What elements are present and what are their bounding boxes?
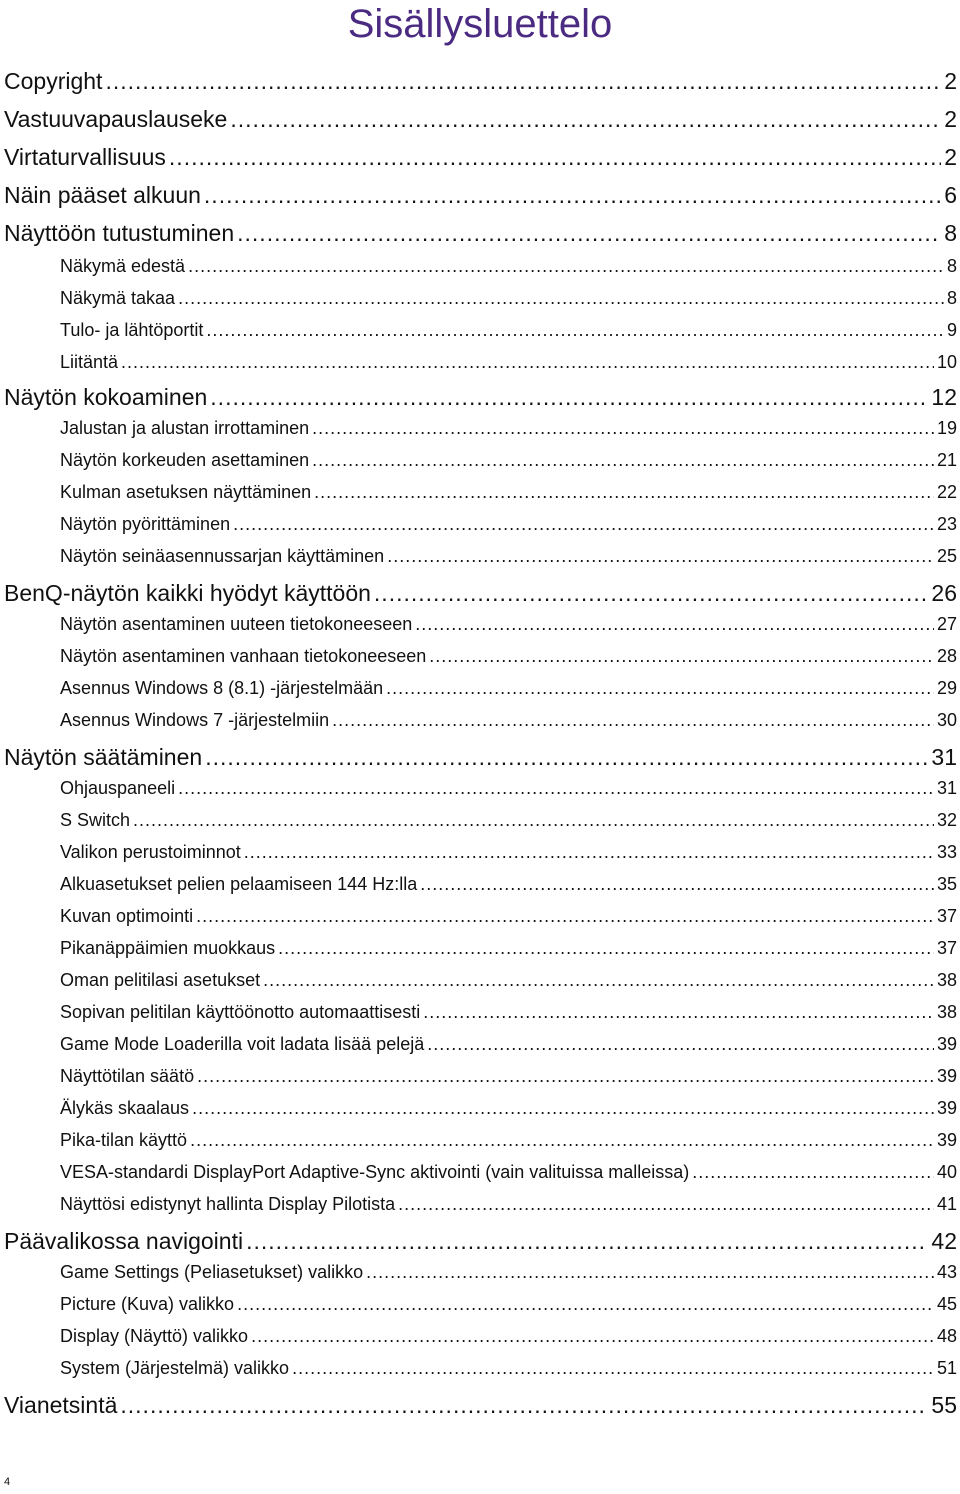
toc-dot-leader <box>427 1034 934 1055</box>
toc-entry[interactable] <box>60 810 957 831</box>
toc-dot-leader <box>332 710 934 731</box>
toc-entry-label: Näkymä edestä <box>60 256 186 276</box>
toc-entry-page: 39 <box>936 1130 957 1150</box>
toc-entry[interactable] <box>4 384 957 411</box>
toc-entry[interactable] <box>4 1392 957 1419</box>
toc-entry[interactable] <box>60 1002 957 1023</box>
toc-entry[interactable] <box>60 482 957 503</box>
toc-entry-label: Asennus Windows 8 (8.1) -järjestelmään <box>60 678 384 698</box>
toc-entry-page: 21 <box>936 450 957 470</box>
toc-entry[interactable] <box>60 678 957 699</box>
toc-entry-page: 27 <box>936 614 957 634</box>
toc-dot-leader <box>423 1002 934 1023</box>
toc-entry-page: 9 <box>946 320 957 340</box>
toc-dot-leader <box>205 744 928 771</box>
toc-entry-page: 8 <box>944 220 957 246</box>
toc-entry-page: 51 <box>936 1358 957 1378</box>
toc-entry-page: 39 <box>936 1034 957 1054</box>
toc-entry-label: Virtaturvallisuus <box>4 144 166 170</box>
toc-entry[interactable] <box>60 874 957 895</box>
toc-entry-label: Picture (Kuva) valikko <box>60 1294 235 1314</box>
toc-entry-label: Sopivan pelitilan käyttöönotto automaattisesti <box>60 1002 421 1022</box>
toc-entry[interactable] <box>60 1262 957 1283</box>
toc-entry[interactable] <box>4 106 957 133</box>
toc-entry-page: 19 <box>936 418 957 438</box>
toc-entry-page: 10 <box>936 352 957 372</box>
page-title: Sisällysluettelo <box>347 2 613 46</box>
toc-entry-page: 22 <box>936 482 957 502</box>
toc-dot-leader <box>244 842 934 863</box>
toc-entry-page: 23 <box>936 514 957 534</box>
toc-entry-page: 39 <box>936 1066 957 1086</box>
toc-dot-leader <box>178 288 944 309</box>
toc-dot-leader <box>105 68 941 95</box>
toc-entry-label: Vianetsintä <box>4 1392 118 1418</box>
toc-entry-label: Näyttötilan säätö <box>60 1066 195 1086</box>
toc-entry-page: 12 <box>931 384 957 410</box>
toc-entry-label: Näytön korkeuden asettaminen <box>60 450 310 470</box>
toc-entry[interactable] <box>60 842 957 863</box>
toc-entry[interactable] <box>60 1326 957 1347</box>
toc-dot-leader <box>204 182 941 209</box>
toc-entry-label: Oman pelitilasi asetukset <box>60 970 261 990</box>
toc-entry-label: Game Mode Loaderilla voit ladata lisää pelejä <box>60 1034 425 1054</box>
toc-dot-leader <box>230 106 941 133</box>
toc-dot-leader <box>386 678 934 699</box>
toc-entry-label: Asennus Windows 7 -järjestelmiin <box>60 710 330 730</box>
toc-entry[interactable] <box>60 778 957 799</box>
toc-entry-page: 2 <box>944 144 957 170</box>
toc-entry[interactable] <box>60 546 957 567</box>
toc-dot-leader <box>292 1358 934 1379</box>
toc-dot-leader <box>420 874 934 895</box>
toc-entry[interactable] <box>4 744 957 771</box>
toc-entry[interactable] <box>4 220 957 247</box>
toc-entry-label: Näkymä takaa <box>60 288 176 308</box>
toc-entry-page: 26 <box>931 580 957 606</box>
toc-dot-leader <box>196 906 934 927</box>
toc-entry[interactable] <box>60 1034 957 1055</box>
toc-entry[interactable] <box>60 970 957 991</box>
toc-entry-page: 48 <box>936 1326 957 1346</box>
toc-entry-page: 31 <box>931 744 957 770</box>
toc-dot-leader <box>251 1326 934 1347</box>
toc-entry-label: Valikon perustoiminnot <box>60 842 241 862</box>
toc-entry[interactable] <box>60 938 957 959</box>
toc-entry-label: Liitäntä <box>60 352 119 372</box>
toc-entry[interactable] <box>60 320 957 341</box>
toc-entry[interactable] <box>60 1294 957 1315</box>
toc-dot-leader <box>374 580 928 607</box>
toc-entry-label: Kulman asetuksen näyttäminen <box>60 482 312 502</box>
toc-entry[interactable] <box>4 1228 957 1255</box>
toc-entry[interactable] <box>60 288 957 309</box>
toc-entry[interactable] <box>60 614 957 635</box>
toc-entry-page: 33 <box>936 842 957 862</box>
toc-dot-leader <box>278 938 934 959</box>
toc-entry-label: Game Settings (Peliasetukset) valikko <box>60 1262 364 1282</box>
toc-dot-leader <box>237 1294 934 1315</box>
toc-entry-page: 31 <box>936 778 957 798</box>
page-number: 4 <box>4 1476 11 1488</box>
toc-entry-label: Display (Näyttö) valikko <box>60 1326 249 1346</box>
toc-entry-label: Alkuasetukset pelien pelaamiseen 144 Hz:lla <box>60 874 418 894</box>
toc-entry[interactable] <box>60 1066 957 1087</box>
toc-entry-label: Näytön säätäminen <box>4 744 203 770</box>
toc-dot-leader <box>415 614 934 635</box>
toc-entry-page: 38 <box>936 970 957 990</box>
toc-dot-leader <box>210 384 928 411</box>
toc-entry-page: 42 <box>931 1228 957 1254</box>
toc-dot-leader <box>133 810 934 831</box>
toc-entry[interactable] <box>4 144 957 171</box>
toc-entry-label: Kuvan optimointi <box>60 906 194 926</box>
toc-dot-leader <box>206 320 944 341</box>
toc-entry-page: 43 <box>936 1262 957 1282</box>
toc-entry[interactable] <box>60 352 957 373</box>
toc-entry-label: Vastuuvapauslauseke <box>4 106 228 132</box>
toc-dot-leader <box>120 1392 928 1419</box>
toc-dot-leader <box>429 646 934 667</box>
toc-dot-leader <box>237 220 941 247</box>
toc-entry-label: VESA-standardi DisplayPort Adaptive-Sync aktivointi (vain valituissa malleissa) <box>60 1162 690 1182</box>
toc-entry[interactable] <box>60 1358 957 1379</box>
toc-entry-page: 8 <box>946 256 957 276</box>
toc-entry-label: BenQ-näytön kaikki hyödyt käyttöön <box>4 580 371 606</box>
toc-entry-page: 8 <box>946 288 957 308</box>
toc-entry[interactable] <box>60 1162 957 1183</box>
toc-entry-page: 30 <box>936 710 957 730</box>
toc-entry[interactable] <box>60 1130 957 1151</box>
toc-entry-label: Pikanäppäimien muokkaus <box>60 938 276 958</box>
toc-entry-label: Copyright <box>4 68 103 94</box>
toc-entry-label: Pika-tilan käyttö <box>60 1130 188 1150</box>
toc-entry-page: 55 <box>931 1392 957 1418</box>
toc-entry-label: Näytön pyörittäminen <box>60 514 231 534</box>
toc-entry-page: 32 <box>936 810 957 830</box>
toc-dot-leader <box>121 352 934 373</box>
toc-entry-page: 38 <box>936 1002 957 1022</box>
toc-entry-label: Näytön kokoaminen <box>4 384 208 410</box>
toc-entry-page: 41 <box>936 1194 957 1214</box>
toc-entry-page: 6 <box>944 182 957 208</box>
toc-entry-page: 25 <box>936 546 957 566</box>
toc-entry[interactable] <box>4 68 957 95</box>
toc-dot-leader <box>192 1098 934 1119</box>
toc-entry-page: 28 <box>936 646 957 666</box>
toc-entry-page: 29 <box>936 678 957 698</box>
toc-entry-label: Näyttöön tutustuminen <box>4 220 235 246</box>
toc-entry-label: Päävalikossa navigointi <box>4 1228 244 1254</box>
toc-dot-leader <box>312 450 934 471</box>
toc-entry[interactable] <box>60 418 957 439</box>
toc-entry[interactable] <box>60 1098 957 1119</box>
toc-dot-leader <box>188 256 944 277</box>
toc-dot-leader <box>312 418 934 439</box>
toc-dot-leader <box>692 1162 934 1183</box>
toc-dot-leader <box>233 514 934 535</box>
toc-entry-page: 2 <box>944 68 957 94</box>
toc-entry[interactable] <box>60 906 957 927</box>
toc-entry-label: Älykäs skaalaus <box>60 1098 190 1118</box>
toc-entry-label: Tulo- ja lähtöportit <box>60 320 204 340</box>
toc-entry-label: Jalustan ja alustan irrottaminen <box>60 418 310 438</box>
toc-entry-page: 37 <box>936 938 957 958</box>
toc-entry-page: 45 <box>936 1294 957 1314</box>
toc-dot-leader <box>178 778 934 799</box>
toc-dot-leader <box>263 970 934 991</box>
toc-dot-leader <box>169 144 941 171</box>
toc-entry[interactable] <box>60 514 957 535</box>
toc-dot-leader <box>398 1194 934 1215</box>
toc-entry-page: 35 <box>936 874 957 894</box>
toc-entry[interactable] <box>60 646 957 667</box>
toc-dot-leader <box>197 1066 934 1087</box>
toc-entry-label: Näytön asentaminen vanhaan tietokoneeseen <box>60 646 427 666</box>
toc-dot-leader <box>366 1262 934 1283</box>
toc-dot-leader <box>190 1130 934 1151</box>
toc-entry-label: Näytön asentaminen uuteen tietokoneeseen <box>60 614 413 634</box>
toc-entry[interactable] <box>60 256 957 277</box>
toc-entry-label: Näytön seinäasennussarjan käyttäminen <box>60 546 385 566</box>
toc-entry[interactable] <box>60 1194 957 1215</box>
toc-entry[interactable] <box>4 580 957 607</box>
toc-dot-leader <box>314 482 934 503</box>
toc-entry-label: Näin pääset alkuun <box>4 182 201 208</box>
toc-entry[interactable] <box>60 710 957 731</box>
toc-dot-leader <box>246 1228 928 1255</box>
toc-entry-page: 2 <box>944 106 957 132</box>
toc-entry-page: 40 <box>936 1162 957 1182</box>
toc-entry-page: 37 <box>936 906 957 926</box>
toc-entry-label: Näyttösi edistynyt hallinta Display Pilotista <box>60 1194 396 1214</box>
toc-entry-label: System (Järjestelmä) valikko <box>60 1358 290 1378</box>
toc-entry-page: 39 <box>936 1098 957 1118</box>
toc-dot-leader <box>387 546 934 567</box>
toc-entry[interactable] <box>60 450 957 471</box>
toc-entry[interactable] <box>4 182 957 209</box>
toc-entry-label: Ohjauspaneeli <box>60 778 176 798</box>
toc-entry-label: S Switch <box>60 810 131 830</box>
